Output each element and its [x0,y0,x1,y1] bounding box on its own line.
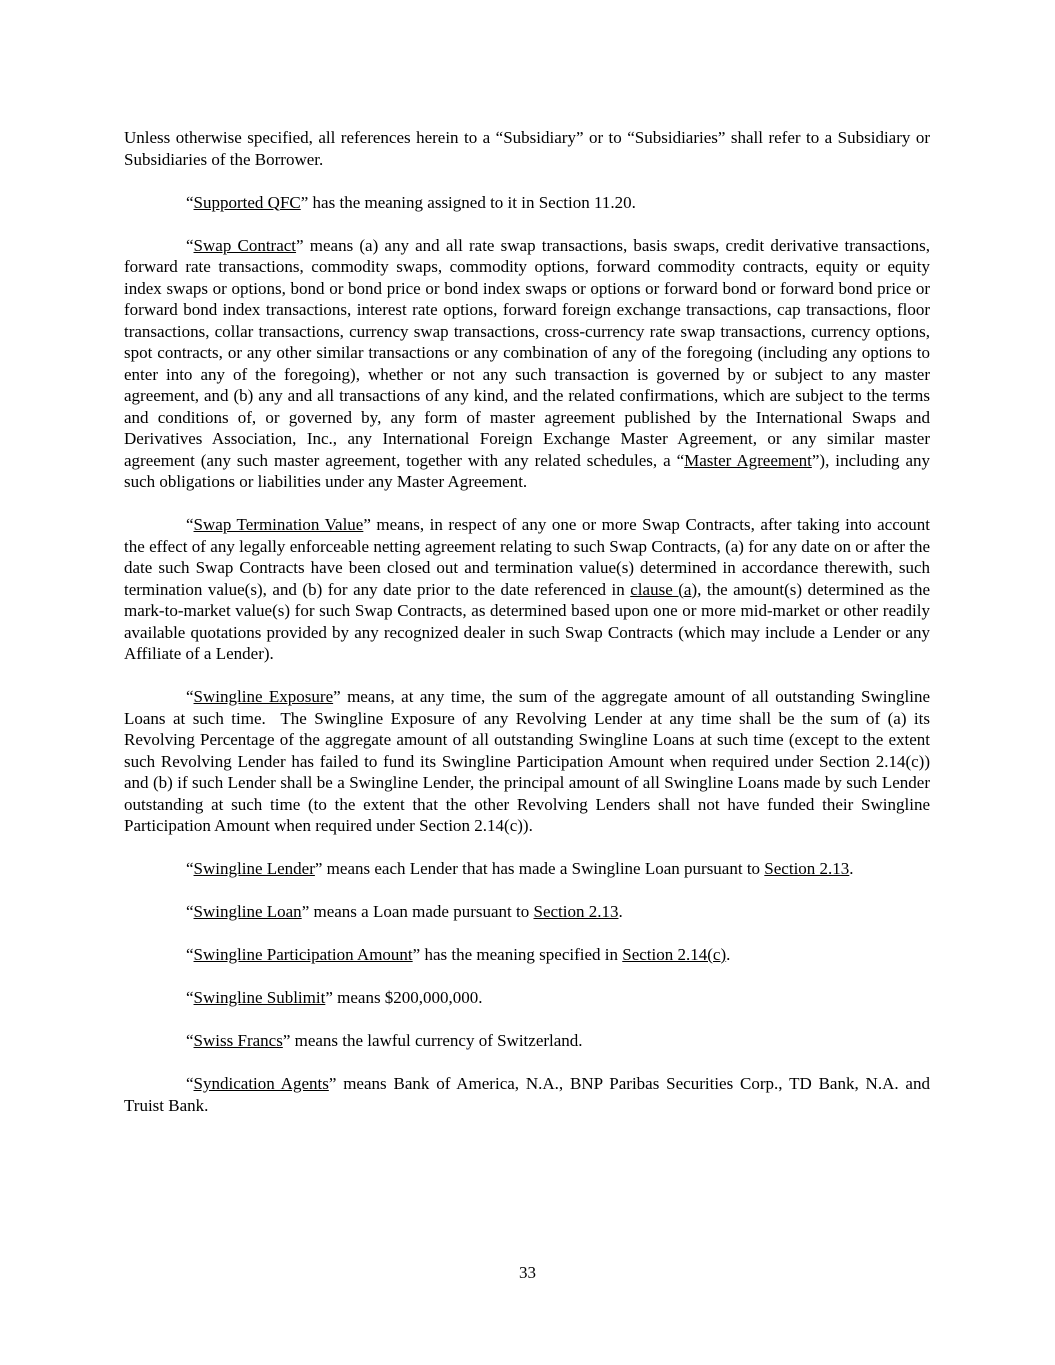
paragraph [124,514,930,665]
defined-term: Master Agreement [684,450,812,470]
defined-term: Section 2.13 [764,859,850,878]
paragraph [124,987,930,1009]
text-run: . [726,945,731,964]
text-run: “ [186,687,194,706]
text-run: ”), including any such obligations or liabilities under any Master Agreement. [124,450,930,491]
defined-term: Section 2.13 [533,902,619,921]
paragraph [124,1030,930,1052]
text-run: “ [186,988,194,1007]
defined-term: Swingline Lender [193,859,315,878]
document-body [124,127,930,1138]
defined-term: Swingline Sublimit [193,988,326,1007]
defined-term: Supported QFC [193,192,301,212]
text-run: ” means, in respect of any one or more Swap Contracts, after taking into account the effect of any legally enforceable netting agreement relating to such Swap Contracts, (a) for any date on or after the date such Swap Contracts have been closed out and termination value(s) determined in accordance therewith, such termination value(s), and (b) for any date prior to the date referenced in [124,515,930,599]
text-run: ” has the meaning assigned to it in Section 11.20. [300,192,636,212]
paragraph [124,901,930,923]
text-run: Unless otherwise specified, all references herein to a “Subsidiary” or to “Subsidiaries” shall refer to a Subsidiary or Subsidiaries of the Borrower. [124,128,930,169]
text-run: . [618,902,623,921]
text-run: “ [186,859,194,878]
paragraph [124,1073,930,1116]
text-run: “ [186,1031,194,1050]
text-run: ” means a Loan made pursuant to [301,902,534,921]
text-run: “ [186,1074,194,1093]
text-run: “ [186,902,194,921]
defined-term: clause (a) [630,579,698,599]
defined-term: Swap Termination Value [193,515,364,534]
text-run: ” means the lawful currency of Switzerland. [282,1031,583,1050]
page-number: 33 [519,1263,536,1282]
defined-term: Swingline Loan [193,902,302,921]
paragraph [124,686,930,837]
paragraph [124,127,930,170]
text-run: ” means each Lender that has made a Swingline Loan pursuant to [314,859,765,878]
defined-term: Swingline Exposure [193,687,334,706]
defined-term: Section 2.14(c) [622,945,727,964]
text-run: ” has the meaning specified in [412,945,623,964]
defined-term: Swap Contract [193,235,297,255]
paragraph [124,944,930,966]
text-run: , the amount(s) determined as the mark-to-market value(s) for such Swap Contracts, as determined based upon one or more mid-market or other readily available quotations provided by any recognized dealer in such Swap Contracts (which may include a Lender or any Affiliate of a Lender). [124,579,930,663]
defined-term: Swiss Francs [193,1031,283,1050]
text-run: “ [186,192,194,212]
text-run: “ [186,515,194,534]
text-run: ” means $200,000,000. [325,988,483,1007]
paragraph [124,858,930,880]
text-run: ” means Bank of America, N.A., BNP Paribas Securities Corp., TD Bank, N.A. and Truist Bank. [124,1074,930,1115]
defined-term: Swingline Participation Amount [193,945,413,964]
paragraph [124,235,930,493]
text-run: “ [186,235,194,255]
paragraph [124,192,930,214]
defined-term: Syndication Agents [193,1074,329,1093]
text-run: ” means (a) any and all rate swap transactions, basis swaps, credit derivative transactions, forward rate transactions, commodity swaps, commodity options, forward commodity contracts, equity or equity index swaps or options, bond or bond price or bond index swaps or options or forward bond or forward bond price or forward bond index transactions, interest rate options, forward foreign exchange transactions, cap transactions, floor transactions, collar transactions, currency swap transactions, cross-currency rate swap transactions, currency options, spot contracts, or any other similar transactions or any combination of any of the foregoing (including any options to enter into any of the foregoing), whether or not any such transaction is governed by or subject to any master agreement, and (b) any and all transactions of any kind, and the related confirmations, which are subject to the terms and conditions of, or governed by, any form of master agreement published by the International Swaps and Derivatives Association, Inc., any International Foreign Exchange Master Agreement, or any similar master agreement (any such master agreement, together with any related schedules, a “ [124,235,930,470]
text-run: . [849,859,854,878]
text-run: ” means, at any time, the sum of the aggregate amount of all outstanding Swingline Loans at such time. The Swingline Exposure of any Revolving Lender at any time shall be the sum of (a) its Revolving Percentage of the aggregate amount of all outstanding Swingline Loans at such time (except to the extent such Revolving Lender has failed to fund its Swingline Participation Amount when required under Section 2.14(c)) and (b) if such Lender shall be a Swingline Lender, the principal amount of all Swingline Loans made by such Lender outstanding at such time (to the extent that the other Revolving Lenders shall not have funded their Swingline Participation Amount when required under Section 2.14(c)). [124,687,931,835]
text-run: “ [186,945,194,964]
